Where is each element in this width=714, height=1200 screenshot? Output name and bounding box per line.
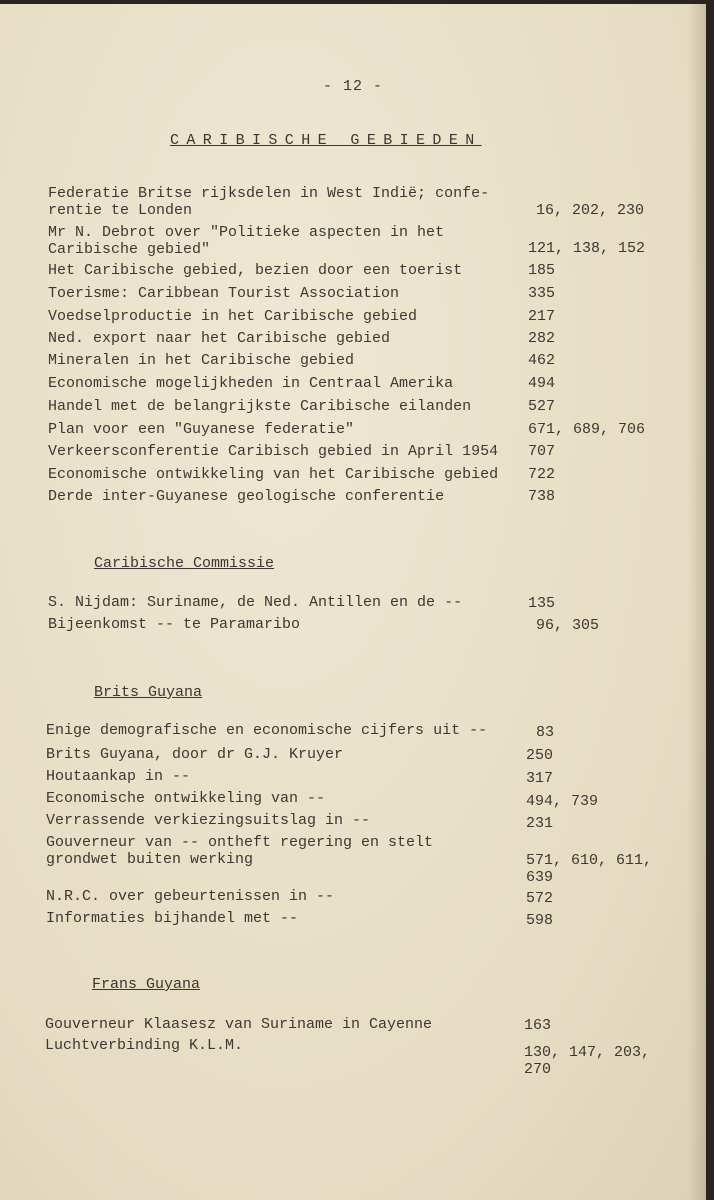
entry-pages: 671, 689, 706	[528, 421, 646, 438]
entry-title: N.R.C. over gebeurtenissen in --	[46, 888, 335, 905]
entry-pages: 250	[526, 747, 554, 764]
entry-title: Mr N. Debrot over "Politieke aspecten in het Caribische gebied"	[48, 224, 445, 258]
entry-pages: 121, 138, 152	[528, 240, 646, 257]
entry-pages: 317	[526, 770, 554, 787]
entry-title: Verkeersconferentie Caribisch gebied in April 1954	[48, 443, 499, 460]
entry-title: Economische mogelijkheden in Centraal Amerika	[48, 375, 454, 392]
entry-pages: 335	[528, 285, 556, 302]
entry-title: Gouverneur Klaasesz van Suriname in Cayenne	[45, 1016, 433, 1033]
entry-title: Plan voor een "Guyanese federatie"	[48, 421, 355, 438]
entry-pages: 571, 610, 611, 639	[526, 852, 653, 886]
page-edge-shadow	[688, 4, 706, 1200]
entry-title: Gouverneur van -- ontheft regering en stelt grondwet buiten werking	[46, 834, 434, 868]
entry-pages: 231	[526, 815, 554, 832]
entry-title: Voedselproductie in het Caribische gebied	[48, 308, 418, 325]
entry-pages: 572	[526, 890, 554, 907]
entry-title: Houtaankap in --	[46, 768, 191, 785]
entry-pages: 83	[536, 724, 555, 741]
entry-title: Toerisme: Caribbean Tourist Association	[48, 285, 400, 302]
entry-title: Informaties bijhandel met --	[46, 910, 299, 927]
entry-pages: 130, 147, 203, 270	[524, 1044, 651, 1078]
entry-pages: 707	[528, 443, 556, 460]
entry-pages: 462	[528, 352, 556, 369]
entry-title: Federatie Britse rijksdelen in West Indië; confe- rentie te Londen	[48, 185, 490, 219]
section-heading: Brits Guyana	[94, 684, 203, 701]
entry-title: Het Caribische gebied, bezien door een toerist	[48, 262, 463, 279]
entry-pages: 527	[528, 398, 556, 415]
entry-title: Mineralen in het Caribische gebied	[48, 352, 355, 369]
entry-pages: 738	[528, 488, 556, 505]
entry-title: Economische ontwikkeling van --	[46, 790, 326, 807]
page-number: - 12 -	[322, 78, 383, 95]
entry-pages: 722	[528, 466, 556, 483]
entry-title: Luchtverbinding K.L.M.	[45, 1037, 244, 1054]
entry-pages: 494, 739	[526, 793, 599, 810]
document-page	[0, 4, 706, 1200]
entry-pages: 163	[524, 1017, 552, 1034]
entry-title: Verrassende verkiezingsuitslag in --	[46, 812, 371, 829]
entry-title: Ned. export naar het Caribische gebied	[48, 330, 391, 347]
entry-pages: 96, 305	[536, 617, 600, 634]
section-heading: Caribische Commissie	[94, 555, 275, 572]
entry-pages: 282	[528, 330, 556, 347]
entry-title: Brits Guyana, door dr G.J. Kruyer	[46, 746, 344, 763]
page-title: CARIBISCHE GEBIEDEN	[170, 132, 482, 149]
entry-title: Handel met de belangrijkste Caribische eilanden	[48, 398, 472, 415]
entry-pages: 598	[526, 912, 554, 929]
entry-title: Economische ontwikkeling van het Caribische gebied	[48, 466, 499, 483]
section-heading: Frans Guyana	[92, 976, 201, 993]
entry-title: Enige demografische en economische cijfers uit --	[46, 722, 488, 739]
entry-title: Derde inter-Guyanese geologische conferentie	[48, 488, 445, 505]
entry-pages: 494	[528, 375, 556, 392]
entry-pages: 185	[528, 262, 556, 279]
entry-title: S. Nijdam: Suriname, de Ned. Antillen en de --	[48, 594, 463, 611]
entry-pages: 217	[528, 308, 556, 325]
entry-pages: 16, 202, 230	[536, 202, 645, 219]
entry-pages: 135	[528, 595, 556, 612]
entry-title: Bijeenkomst -- te Paramaribo	[48, 616, 301, 633]
